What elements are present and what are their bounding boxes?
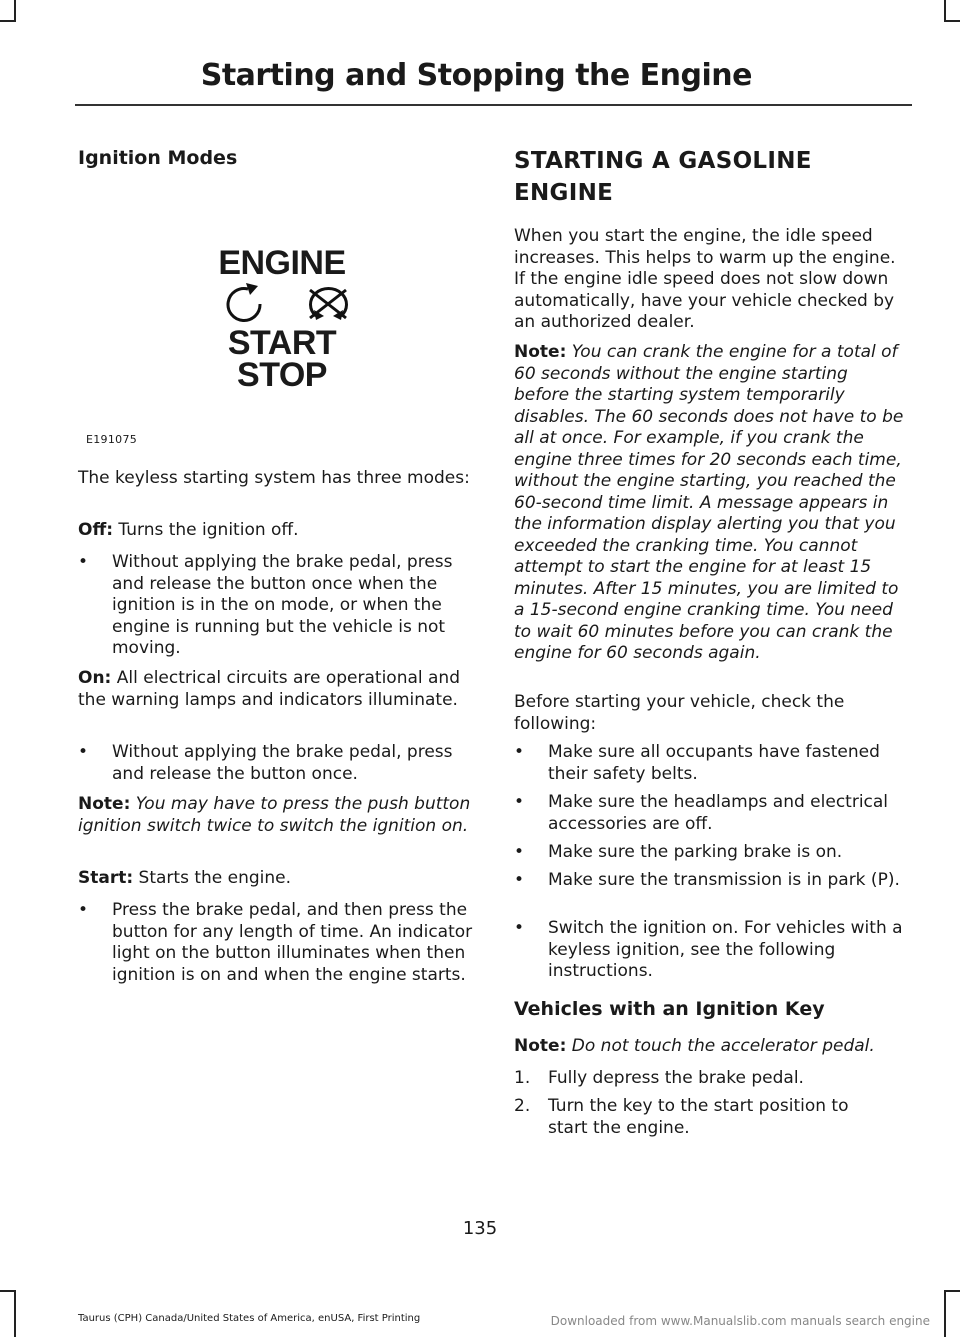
figure-label-stop: STOP — [237, 356, 327, 394]
step-number: 1. — [514, 1068, 531, 1088]
note-label: Note: — [514, 342, 567, 362]
checklist-item-text: Make sure the transmission is in park (P). — [548, 870, 900, 890]
checklist-item-text: Make sure all occupants have fastened their safety belts. — [548, 742, 880, 784]
accelerator-note — [514, 1036, 908, 1058]
crop-mark — [944, 1290, 946, 1337]
bullet-dot: • — [514, 918, 525, 938]
bullet-dot: • — [78, 742, 89, 762]
bullet-dot: • — [78, 900, 89, 920]
mode-on-bullet — [78, 742, 473, 786]
section-title-ignition-modes: Ignition Modes — [78, 147, 238, 169]
gasoline-intro: When you start the engine, the idle speed increases. This helps to warm up the engine. If the engine idle speed does not slow down automatically, have your vehicle checked by an authorized dealer. — [514, 226, 896, 332]
section-title-gasoline-line1: STARTING A GASOLINE — [514, 148, 812, 174]
mode-start-text: Starts the engine. — [133, 868, 292, 888]
step-text: Fully depress the brake pedal. — [548, 1068, 804, 1088]
engine-start-stop-figure — [78, 230, 473, 450]
checklist-item-text: Make sure the headlamps and electrical accessories are off. — [548, 792, 889, 834]
step-number: 2. — [514, 1096, 531, 1116]
crop-mark — [14, 0, 16, 22]
bullet-dot: • — [514, 792, 525, 812]
edition-footer: Taurus (CPH) Canada/United States of America, enUSA, First Printing — [78, 1313, 421, 1324]
crop-mark — [944, 1290, 960, 1292]
mode-start-bullet — [78, 900, 473, 1010]
mode-off-label: Off: — [78, 520, 114, 540]
figure-label-start: START — [227, 324, 337, 362]
mode-off-bullet-text: Without applying the brake pedal, press and release the button once when the ignition is in the on mode, or when the engine is running but the vehicle is not moving. — [112, 552, 453, 658]
mode-off-text: Turns the ignition off. — [113, 520, 299, 540]
bullet-dot: • — [514, 842, 525, 862]
note-label: Note: — [514, 1036, 567, 1056]
checklist-intro: Before starting your vehicle, check the following: — [514, 692, 845, 734]
crop-mark — [944, 0, 946, 22]
mode-start-label: Start: — [78, 868, 134, 888]
section-title-gasoline-line2: ENGINE — [514, 180, 614, 206]
ignition-note — [78, 794, 473, 837]
mode-off-bullet — [78, 552, 473, 662]
figure-label-engine: ENGINE — [218, 244, 346, 282]
mode-on-label: On: — [78, 668, 112, 688]
list-item — [514, 842, 908, 864]
crop-mark — [0, 20, 16, 22]
bullet-dot: • — [78, 552, 89, 572]
keyless-intro: The keyless starting system has three modes: — [78, 468, 470, 488]
checklist-item-text: Make sure the parking brake is on. — [548, 842, 843, 862]
bullet-dot: • — [514, 742, 525, 762]
mode-start-bullet-text: Press the brake pedal, and then press the button for any length of time. An indicator light on the button illuminates when then ignition is on and when the engine starts. — [112, 900, 473, 985]
list-item — [514, 742, 908, 786]
page-number: 135 — [462, 1218, 498, 1239]
list-item — [514, 870, 908, 914]
cranking-note — [514, 342, 908, 665]
step-item — [514, 1096, 908, 1140]
header-rule — [75, 104, 912, 106]
mode-off — [78, 520, 473, 542]
note-text: You may have to press the push button ignition switch twice to switch the ignition on. — [78, 794, 471, 836]
mode-on-bullet-text: Without applying the brake pedal, press and release the button once. — [112, 742, 453, 784]
subsection-title-ignition-key: Vehicles with an Ignition Key — [514, 998, 825, 1020]
step-text: Turn the key to the start position to start the engine. — [548, 1096, 849, 1138]
note-label: Note: — [78, 794, 131, 814]
mode-on-text: All electrical circuits are operational and the warning lamps and indicators illuminate. — [78, 668, 461, 710]
mode-on — [78, 668, 473, 711]
list-item — [514, 918, 908, 984]
step-item — [514, 1068, 908, 1090]
page-header-title: Starting and Stopping the Engine — [200, 58, 752, 93]
note-text: Do not touch the accelerator pedal. — [566, 1036, 875, 1056]
crop-mark — [944, 20, 960, 22]
figure-code: E191075 — [86, 433, 138, 446]
crop-mark — [14, 1290, 16, 1337]
mode-start — [78, 868, 473, 890]
list-item — [514, 792, 908, 836]
site-watermark: Downloaded from www.Manualslib.com manuals search engine — [550, 1314, 930, 1328]
checklist-item-text: Switch the ignition on. For vehicles with a keyless ignition, see the following instructions. — [548, 918, 903, 981]
bullet-dot: • — [514, 870, 525, 890]
note-text: You can crank the engine for a total of 60 seconds without the engine starting before the starting system temporarily disables. The 60 seconds does not have to be all at once. For example, if you crank the engine three times for 20 seconds each time, without the engine starting, you reached the 60-second time limit. A message appears in the information display alerting you that you exceeded the cranking time. You cannot attempt to start the engine for at least 15 minutes. After 15 minutes, you are limited to a 15-second engine cranking time. You need to wait 60 minutes before you can crank the engine for 60 seconds again. — [514, 342, 904, 663]
crop-mark — [0, 1290, 16, 1292]
engine-start-stop-icon — [202, 280, 362, 330]
